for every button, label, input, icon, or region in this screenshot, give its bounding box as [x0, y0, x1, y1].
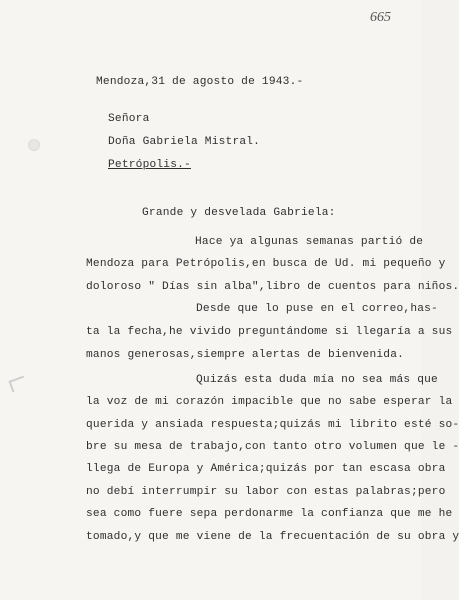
body-line: tomado,y que me viene de la frecuentación de su obra y — [86, 531, 459, 543]
salutation-title: Señora — [108, 113, 150, 125]
body-line: Hace ya algunas semanas partió de — [195, 236, 424, 248]
body-line: ta la fecha,he vivido preguntándome si llegaría a sus — [86, 326, 453, 338]
greeting: Grande y desvelada Gabriela: — [142, 207, 336, 219]
date-line: Mendoza,31 de agosto de 1943.- — [96, 76, 304, 88]
body-line: Quizás esta duda mía no sea más que — [196, 374, 438, 386]
body-line: llega de Europa y América;quizás por tan escasa obra — [86, 463, 446, 475]
punch-hole — [28, 139, 40, 151]
body-line: doloroso " Días sin alba",libro de cuentos para niños. — [86, 281, 459, 293]
body-line: bre su mesa de trabajo,con tanto otro volumen que le - — [86, 441, 459, 453]
body-line: manos generosas,siempre alertas de bienvenida. — [86, 349, 405, 361]
body-line: Mendoza para Petrópolis,en busca de Ud. mi pequeño y — [86, 258, 446, 270]
body-line: querida y ansiada respuesta;quizás mi librito esté so- — [86, 419, 459, 431]
body-line: la voz de mi corazón impacible que no sabe esperar la — [86, 396, 453, 408]
body-line: sea como fuere sepa perdonarme la confianza que me he — [86, 508, 453, 520]
body-line: Desde que lo puse en el correo,has- — [196, 303, 438, 315]
body-line: no debí interrumpir su labor con estas palabras;pero — [86, 486, 446, 498]
paper-clip-mark — [8, 376, 27, 393]
recipient-city: Petrópolis.- — [108, 159, 191, 171]
recipient-name: Doña Gabriela Mistral. — [108, 136, 261, 148]
folio-number: 665 — [370, 10, 391, 25]
